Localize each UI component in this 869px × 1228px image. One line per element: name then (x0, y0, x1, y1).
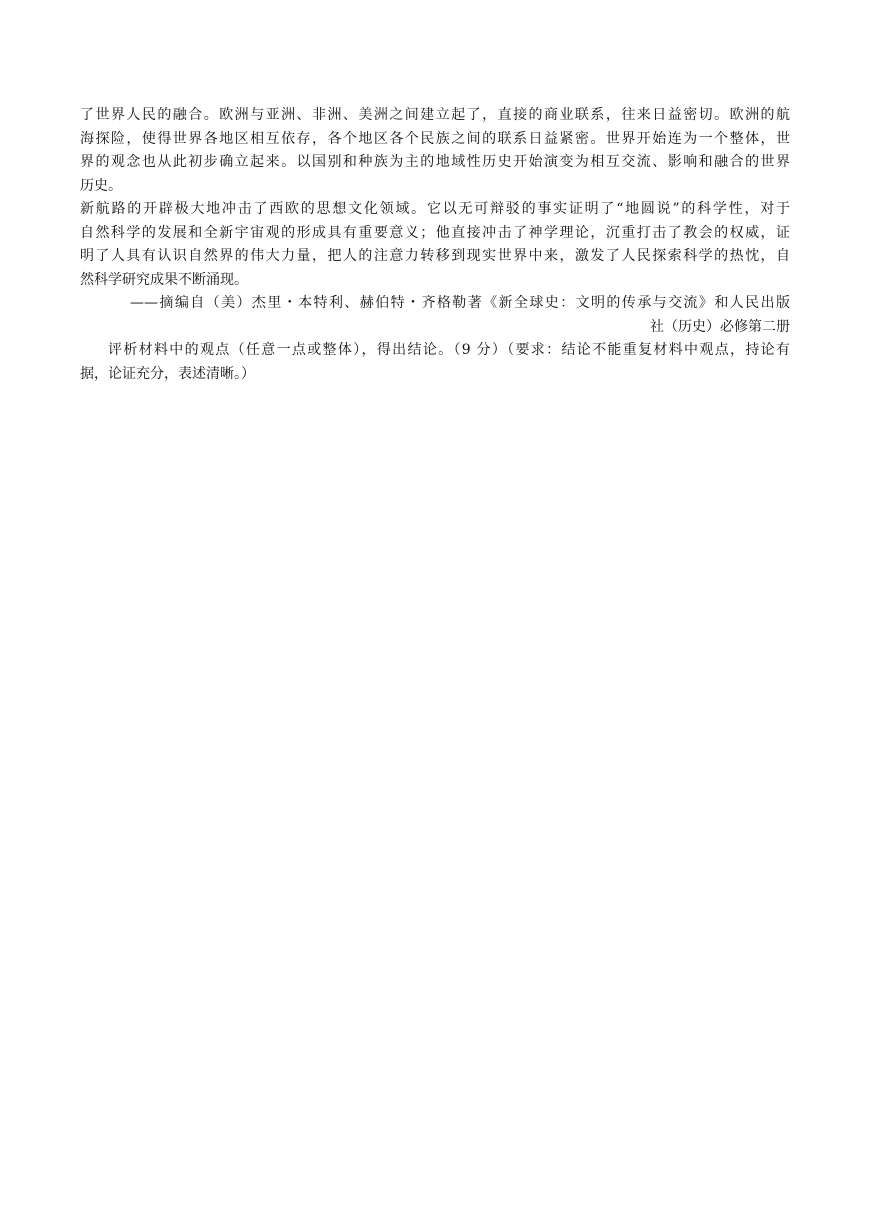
paragraph-line: 历史。 (80, 177, 122, 194)
document-page (80, 104, 790, 386)
question-line: 据，论证充分，表述清晰。） (80, 365, 255, 382)
paragraph-line: 明了人具有认识自然界的伟大力量，把人的注意力转移到现实世界中来，激发了人民探索科学的热忱，自 (80, 248, 790, 264)
paragraph-line: 了世界人民的融合。欧洲与亚洲、非洲、美洲之间建立起了，直接的商业联系，往来日益密切。欧洲的航 (80, 107, 790, 123)
question-prompt (80, 339, 790, 386)
question-line: 评析材料中的观点（任意一点或整体），得出结论。（9 分）（要求：结论不能重复材料中观点，持论有 (108, 342, 790, 358)
paragraph-line: 新航路的开辟极大地冲击了西欧的思想文化领域。它以无可辩驳的事实证明了“地圆说”的科学性，对于 (80, 201, 790, 217)
citation-line: 社（历史）必修第二册 (650, 318, 790, 335)
material-paragraph-1 (80, 104, 790, 198)
paragraph-line: 然科学研究成果不断涌现。 (80, 271, 248, 288)
citation-line: ——摘编自（美）杰里・本特利、赫伯特・齐格勒著《新全球史：文明的传承与交流》和人民出版 (130, 295, 790, 311)
paragraph-line: 界的观念也从此初步确立起来。以国别和种族为主的地域性历史开始演变为相互交流、影响和融合的世界 (80, 154, 790, 170)
paragraph-line: 自然科学的发展和全新宇宙观的形成具有重要意义；他直接冲击了神学理论，沉重打击了教会的权威，证 (80, 224, 790, 241)
material-paragraph-2 (80, 198, 790, 292)
paragraph-line: 海探险，使得世界各地区相互依存，各个地区各个民族之间的联系日益紧密。世界开始连为一个整体，世 (80, 130, 790, 147)
source-citation (80, 292, 790, 339)
